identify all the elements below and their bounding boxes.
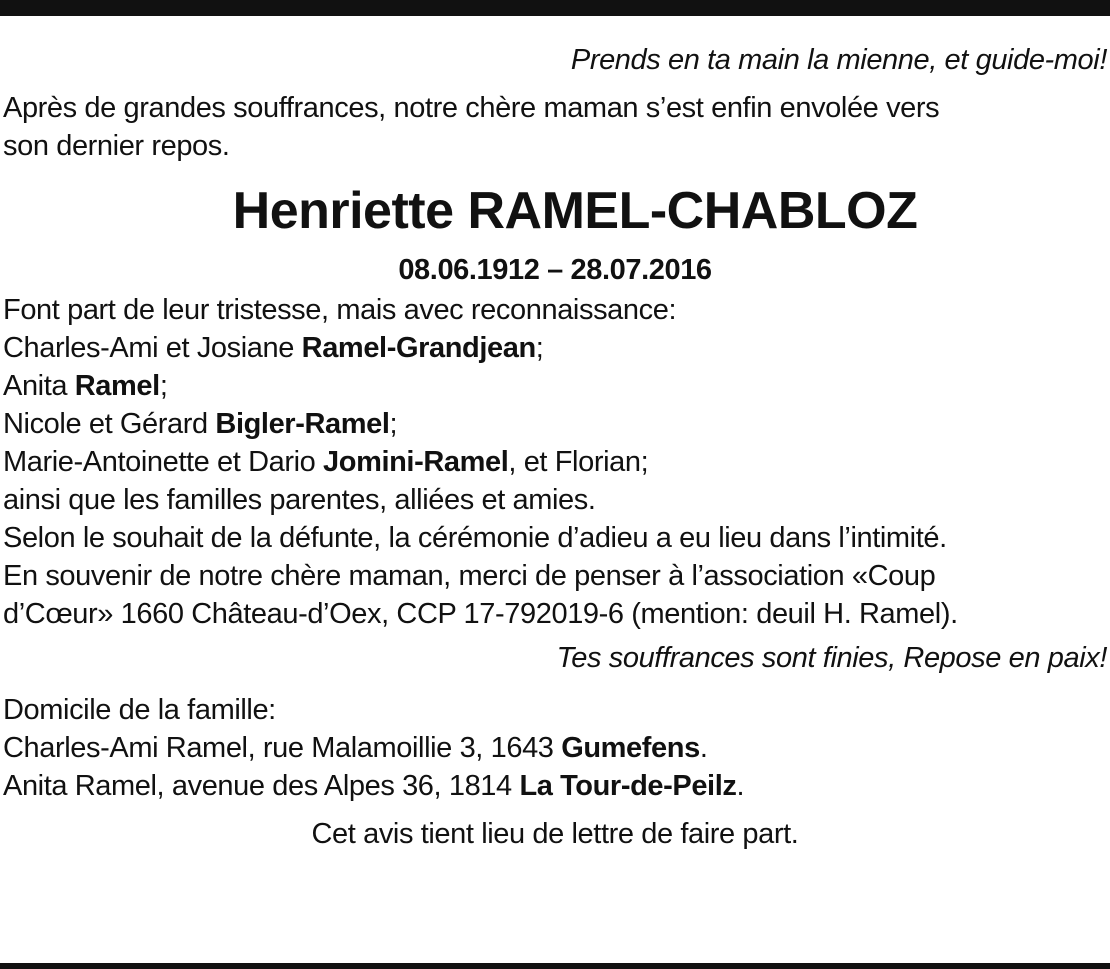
announcer-row: [3, 443, 1107, 481]
ceremony-note: Selon le souhait de la défunte, la cérémonie d’adieu a eu lieu dans l’intimité.: [3, 522, 947, 554]
announcer-suffix: ;: [535, 332, 544, 364]
donation-line: d’Cœur» 1660 Château-d’Oex, CCP 17-792019-6 (mention: deuil H. Ramel).: [3, 598, 958, 630]
intro-line: son dernier repos.: [3, 130, 230, 162]
deceased-dates: 08.06.1912 – 28.07.2016: [398, 254, 712, 286]
announcer-suffix: ;: [159, 370, 168, 402]
announcer-first-names: Anita: [3, 370, 75, 402]
domicile-address: [3, 767, 1107, 805]
intro-line: Après de grandes souffrances, notre chère maman s’est enfin envolée vers: [3, 92, 940, 124]
obituary-notice: [3, 36, 1107, 853]
address-locality: Gumefens: [561, 732, 700, 764]
epigraph: Prends en ta main la mienne, et guide-moi!: [570, 44, 1107, 76]
address-street: Anita Ramel, avenue des Alpes 36, 1814: [3, 770, 520, 802]
intro-paragraph: [3, 89, 1107, 165]
announcer-row: [3, 367, 1107, 405]
announcer-first-names: Marie-Antoinette et Dario: [3, 446, 324, 478]
extended-families: ainsi que les familles parentes, alliées et amies.: [3, 484, 596, 516]
address-suffix: .: [736, 770, 745, 802]
closing-quote: Tes souffrances sont finies, Repose en paix!: [556, 642, 1107, 674]
family-domicile: [3, 691, 1107, 805]
address-street: Charles-Ami Ramel, rue Malamoillie 3, 1643: [3, 732, 562, 764]
announcers-intro: Font part de leur tristesse, mais avec reconnaissance:: [3, 294, 677, 326]
donation-line: En souvenir de notre chère maman, merci de penser à l’association «Coup: [3, 560, 936, 592]
notice-footer: Cet avis tient lieu de lettre de faire part.: [311, 818, 799, 850]
domicile-label: Domicile de la famille:: [3, 694, 276, 726]
address-suffix: .: [699, 732, 708, 764]
announcer-row: [3, 329, 1107, 367]
deceased-name: Henriette RAMEL-CHABLOZ: [232, 182, 918, 240]
announcer-row: [3, 405, 1107, 443]
top-rule: [0, 0, 1110, 16]
announcer-family-name: Ramel-Grandjean: [301, 332, 536, 364]
address-locality: La Tour-de-Peilz: [519, 770, 737, 802]
domicile-address: [3, 729, 1107, 767]
announcer-family-name: Jomini-Ramel: [323, 446, 509, 478]
announcer-family-name: Bigler-Ramel: [215, 408, 390, 440]
announcer-suffix: ;: [389, 408, 398, 440]
announcer-family-name: Ramel: [74, 370, 160, 402]
announcer-first-names: Nicole et Gérard: [3, 408, 216, 440]
announcer-first-names: Charles-Ami et Josiane: [3, 332, 302, 364]
bottom-rule: [0, 963, 1110, 969]
announcer-suffix: , et Florian;: [508, 446, 649, 478]
announcers-block: [3, 291, 1107, 633]
